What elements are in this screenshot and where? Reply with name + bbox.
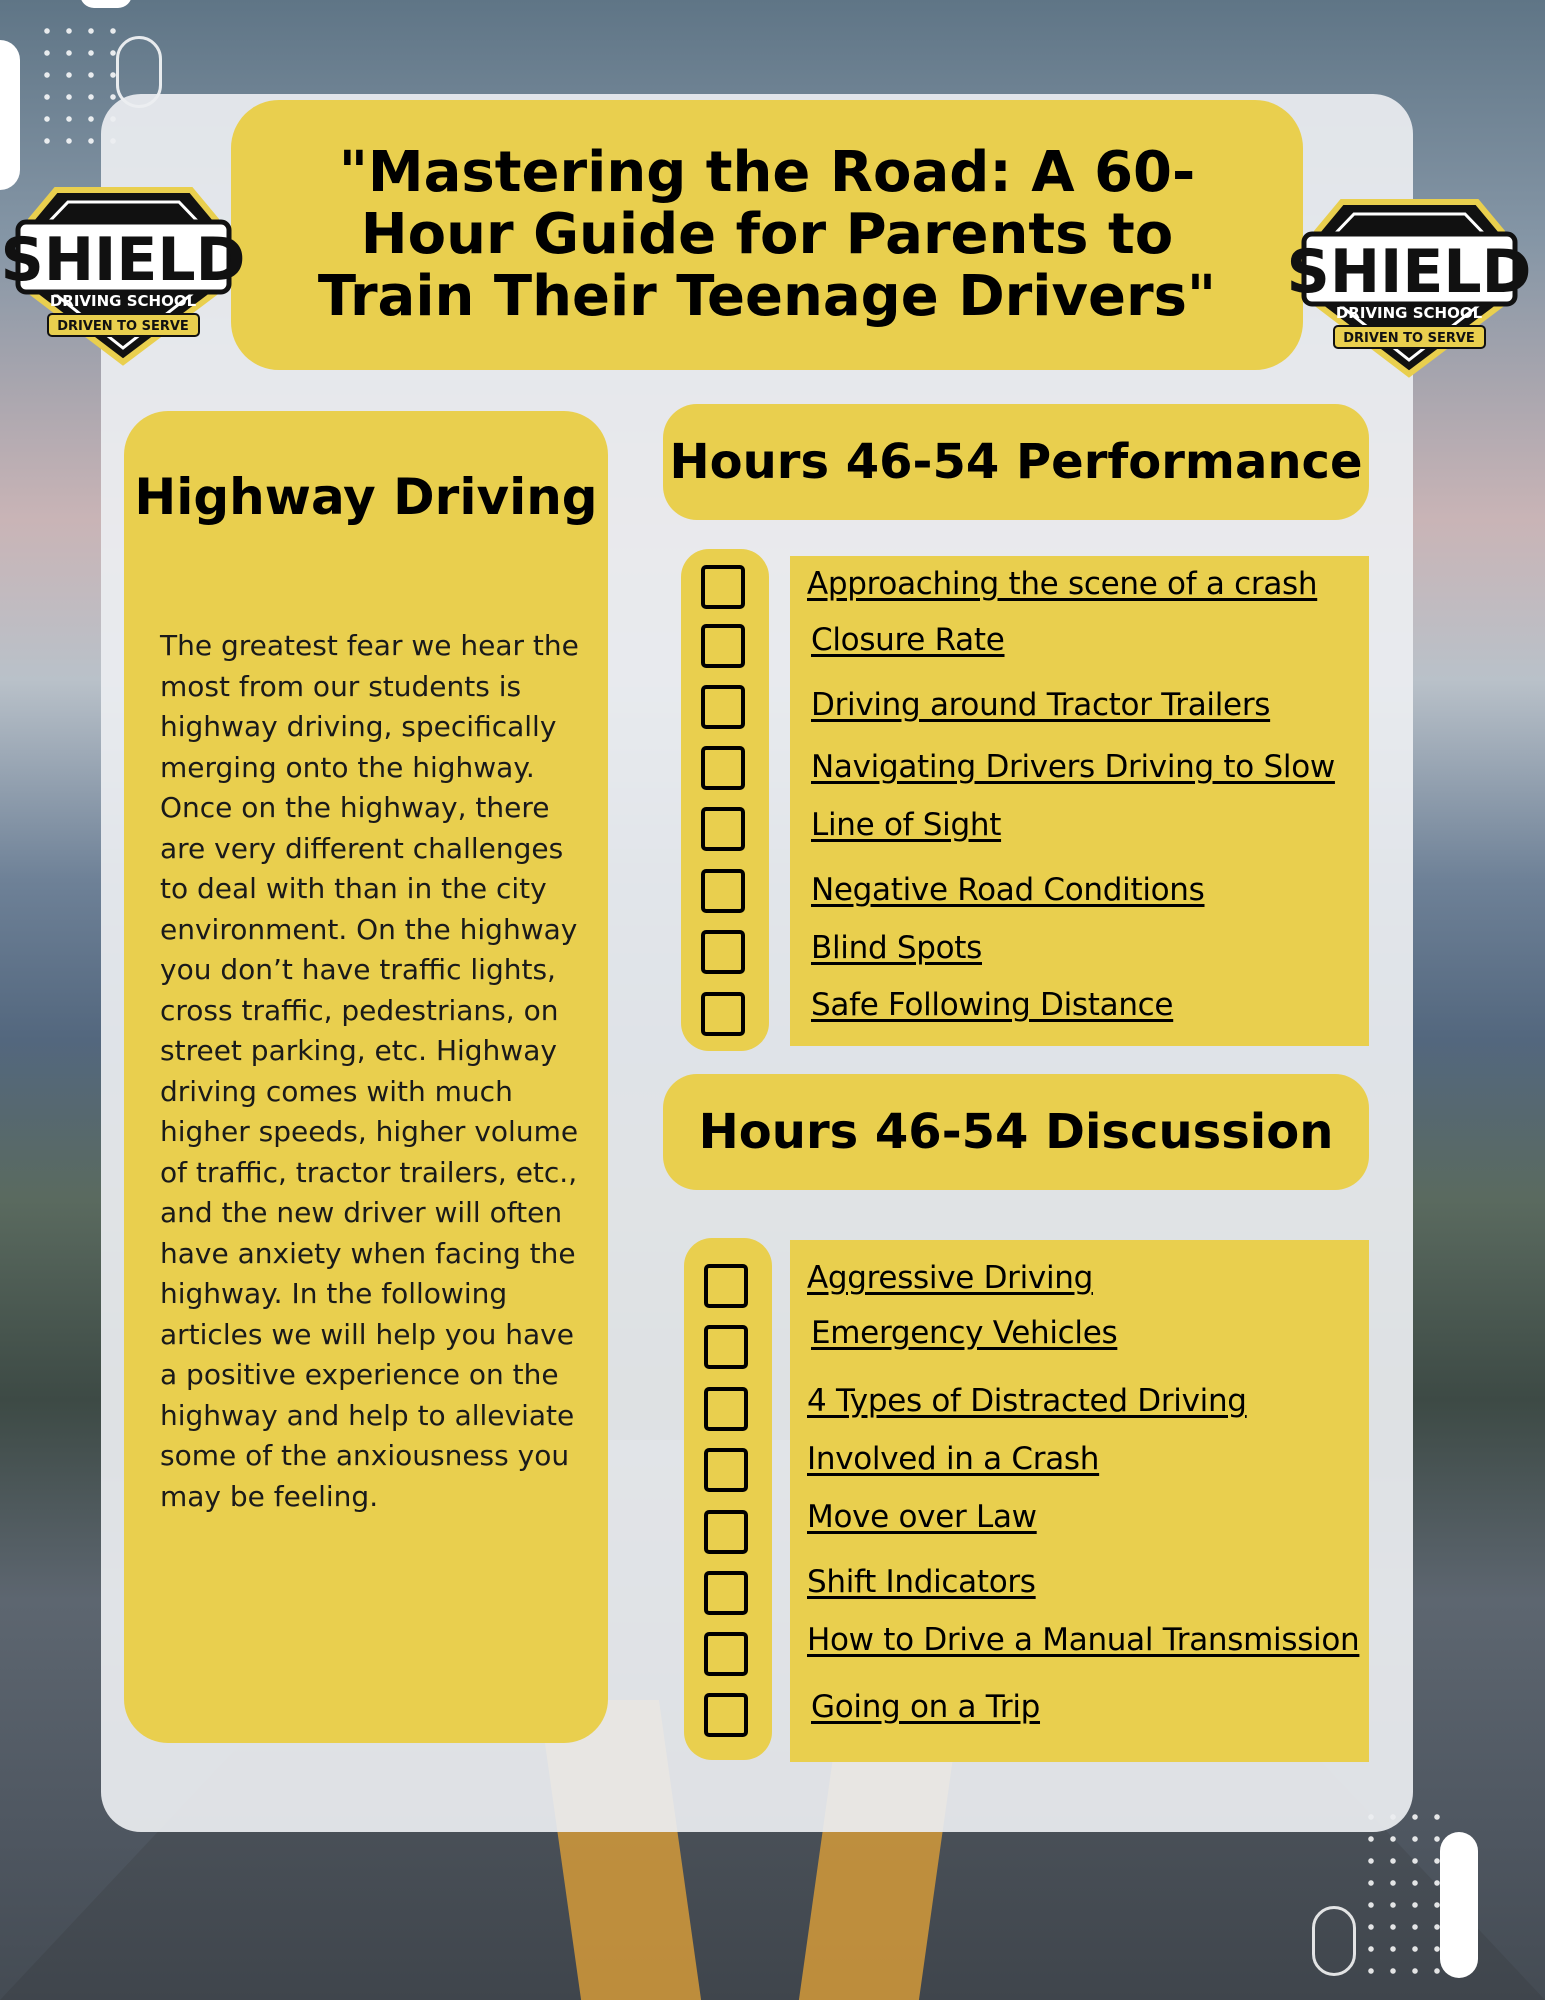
performance-list: [790, 556, 1369, 1046]
logo-tagline: DRIVEN TO SERVE: [1343, 331, 1475, 346]
list-item-link[interactable]: Approaching the scene of a crash: [807, 566, 1318, 602]
list-item-link[interactable]: Blind Spots: [811, 930, 982, 966]
checkbox[interactable]: [704, 1571, 748, 1615]
checkbox[interactable]: [701, 624, 745, 668]
list-item-link[interactable]: How to Drive a Manual Transmission: [807, 1622, 1360, 1658]
list-item-link[interactable]: Line of Sight: [811, 807, 1002, 843]
list-item-link[interactable]: Safe Following Distance: [811, 987, 1174, 1023]
logo-subtitle: DRIVING SCHOOL: [1335, 304, 1483, 322]
checkbox[interactable]: [701, 869, 745, 913]
decor-pill-solid: [80, 0, 132, 8]
logo-subtitle: DRIVING SCHOOL: [49, 292, 197, 310]
shield-logo-icon: [0, 172, 246, 372]
checkbox[interactable]: [701, 565, 745, 609]
discussion-checkbox-column: [684, 1238, 772, 1760]
checkbox[interactable]: [704, 1510, 748, 1554]
page-title: "Mastering the Road: A 60-Hour Guide for Parents to Train Their Teenage Drivers": [317, 140, 1217, 329]
checkbox[interactable]: [704, 1448, 748, 1492]
decor-dot-grid: [1360, 1806, 1450, 1986]
highway-driving-heading: Highway Driving: [134, 468, 598, 526]
list-item-link[interactable]: Aggressive Driving: [807, 1260, 1093, 1296]
list-item-link[interactable]: Closure Rate: [811, 622, 1005, 658]
decor-pill-solid: [0, 40, 20, 190]
logo-tagline: DRIVEN TO SERVE: [57, 319, 189, 334]
logo-brand: SHIELD: [0, 225, 246, 295]
discussion-heading: Hours 46-54 Discussion: [698, 1104, 1334, 1160]
checkbox[interactable]: [701, 685, 745, 729]
list-item-link[interactable]: Shift Indicators: [807, 1564, 1036, 1600]
checkbox[interactable]: [704, 1632, 748, 1676]
checkbox[interactable]: [701, 746, 745, 790]
checkbox[interactable]: [701, 992, 745, 1036]
decor-pill-solid: [1440, 1832, 1478, 1978]
performance-heading: Hours 46-54 Performance: [669, 434, 1363, 490]
discussion-list: [790, 1240, 1369, 1762]
list-item-link[interactable]: 4 Types of Distracted Driving: [807, 1383, 1247, 1419]
shield-logo-right: [1286, 184, 1532, 384]
highway-driving-card: [124, 411, 608, 1743]
checkbox[interactable]: [704, 1693, 748, 1737]
list-item-link[interactable]: Driving around Tractor Trailers: [811, 687, 1271, 723]
shield-logo-icon: [1286, 184, 1532, 384]
decor-pill-outline: [1312, 1906, 1356, 1976]
list-item-link[interactable]: Navigating Drivers Driving to Slow: [811, 749, 1335, 785]
list-item-link[interactable]: Move over Law: [807, 1499, 1037, 1535]
shield-logo-left: [0, 172, 246, 372]
checkbox[interactable]: [704, 1264, 748, 1308]
performance-header: [663, 404, 1369, 520]
highway-driving-body: The greatest fear we hear the most from our students is highway driving, specifically merging onto the highway. Once on the highway, there are very different challenges to deal with than in the city environment. On the highway you don’t have traffic lights, cross traffic, pedestrians, on street parking, etc. Highway driving comes with much higher speeds, higher volume of traffic, tractor trailers, etc., and the new driver will often have anxiety when facing the highway. In the following articles we will help you have a positive experience on the highway and help to alleviate some of the anxiousness you may be feeling.: [160, 629, 579, 1513]
list-item-link[interactable]: Emergency Vehicles: [811, 1315, 1118, 1351]
checkbox[interactable]: [701, 807, 745, 851]
logo-brand: SHIELD: [1286, 237, 1532, 307]
checkbox[interactable]: [701, 930, 745, 974]
checkbox[interactable]: [704, 1325, 748, 1369]
checkbox[interactable]: [704, 1387, 748, 1431]
title-banner: [231, 100, 1303, 370]
discussion-header: [663, 1074, 1369, 1190]
performance-checkbox-column: [681, 549, 769, 1051]
list-item-link[interactable]: Going on a Trip: [811, 1689, 1041, 1725]
list-item-link[interactable]: Involved in a Crash: [807, 1441, 1100, 1477]
list-item-link[interactable]: Negative Road Conditions: [811, 872, 1205, 908]
